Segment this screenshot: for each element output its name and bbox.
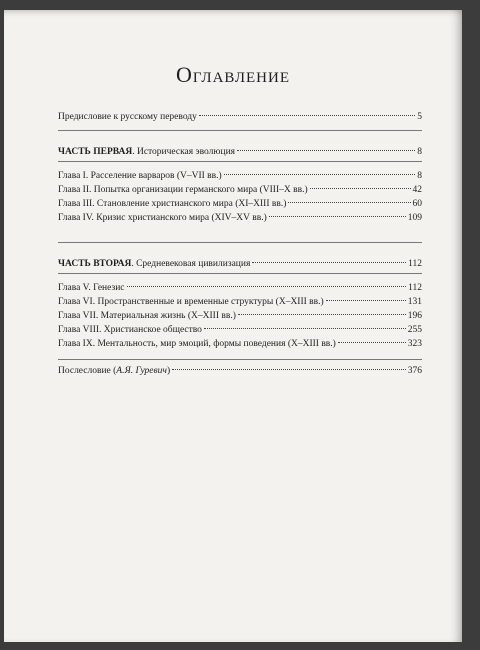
- dot-leader: [326, 300, 406, 301]
- toc-entry-page: 196: [407, 311, 422, 321]
- afterword-author: А.Я. Гуревич: [116, 366, 167, 376]
- toc-entry-page: 376: [407, 366, 422, 376]
- toc-entry-label: Глава IX. Ментальность, мир эмоций, формы поведения (X–XIII вв.): [58, 339, 336, 349]
- divider: [58, 161, 422, 162]
- toc-entry-chapter: [58, 323, 422, 337]
- toc-entry-label: Глава VI. Пространственные и временные структуры (X–XIII вв.): [58, 297, 324, 307]
- toc-part-label: [58, 257, 250, 271]
- toc-entry-chapter: [58, 309, 422, 323]
- dot-leader: [237, 150, 415, 151]
- toc-entry-preface: [58, 110, 422, 124]
- page-title: Оглавление: [175, 62, 291, 87]
- toc-part-2: [58, 257, 422, 271]
- divider: [58, 273, 422, 274]
- dot-leader: [269, 216, 406, 217]
- toc-entry-page: 8: [417, 171, 422, 181]
- part-1-chapters: [58, 169, 422, 225]
- toc-entry-page: 131: [407, 297, 422, 307]
- part-heading: ЧАСТЬ ПЕРВАЯ: [58, 147, 133, 157]
- toc-entry-page: 42: [412, 185, 422, 195]
- toc-entry-page: 8: [417, 147, 422, 157]
- toc-entry-label: Глава I. Расселение варваров (V–VII вв.): [58, 171, 222, 181]
- toc-entry-label: Глава IV. Кризис христианского мира (XIV–XV вв.): [58, 213, 267, 223]
- toc-entry-chapter: [58, 183, 422, 197]
- toc-part-label: [58, 145, 235, 159]
- table-of-contents: [58, 110, 422, 378]
- part-2-chapters: [58, 281, 422, 351]
- dot-leader: [199, 115, 415, 116]
- dot-leader: [338, 342, 406, 343]
- toc-entry-label: [58, 364, 170, 378]
- divider: [58, 130, 422, 131]
- afterword-suffix: ): [166, 366, 171, 376]
- dot-leader: [238, 314, 406, 315]
- part-subtitle: . Историческая эволюция: [132, 147, 236, 157]
- dot-leader: [127, 286, 407, 287]
- toc-entry-label: Глава III. Становление христианского мира (XI–XIII вв.): [58, 199, 287, 209]
- dot-leader: [204, 328, 406, 329]
- toc-entry-label: Предисловие к русскому переводу: [58, 112, 197, 122]
- toc-entry-chapter: [58, 211, 422, 225]
- toc-part-1: [58, 145, 422, 159]
- toc-entry-label: Глава II. Попытка организации германского мира (VIII–X вв.): [58, 185, 308, 195]
- toc-entry-chapter: [58, 337, 422, 351]
- toc-entry-page: 255: [407, 325, 422, 335]
- toc-entry-chapter: [58, 295, 422, 309]
- toc-entry-chapter: [58, 197, 422, 211]
- toc-entry-label: Глава V. Генезис: [58, 283, 125, 293]
- toc-entry-page: 323: [407, 339, 422, 349]
- toc-entry-page: 112: [408, 283, 422, 293]
- toc-entry-chapter: [58, 169, 422, 183]
- part-subtitle: . Средневековая цивилизация: [131, 259, 251, 269]
- dot-leader: [310, 188, 411, 189]
- toc-entry-page: 60: [412, 199, 422, 209]
- toc-entry-label: Глава VIII. Христианское общество: [58, 325, 202, 335]
- toc-entry-label: Глава VII. Материальная жизнь (X–XIII вв.): [58, 311, 236, 321]
- toc-entry-chapter: [58, 281, 422, 295]
- dot-leader: [288, 202, 410, 203]
- book-page: [4, 10, 462, 642]
- part-heading: ЧАСТЬ ВТОРАЯ: [58, 259, 132, 269]
- toc-entry-page: 109: [407, 213, 422, 223]
- dot-leader: [252, 262, 406, 263]
- show-through-text: [254, 350, 464, 590]
- divider: [58, 242, 422, 243]
- toc-entry-page: 5: [417, 112, 422, 122]
- dot-leader: [224, 174, 416, 175]
- toc-entry-page: 112: [408, 259, 422, 269]
- afterword-prefix: Послесловие (: [58, 366, 117, 376]
